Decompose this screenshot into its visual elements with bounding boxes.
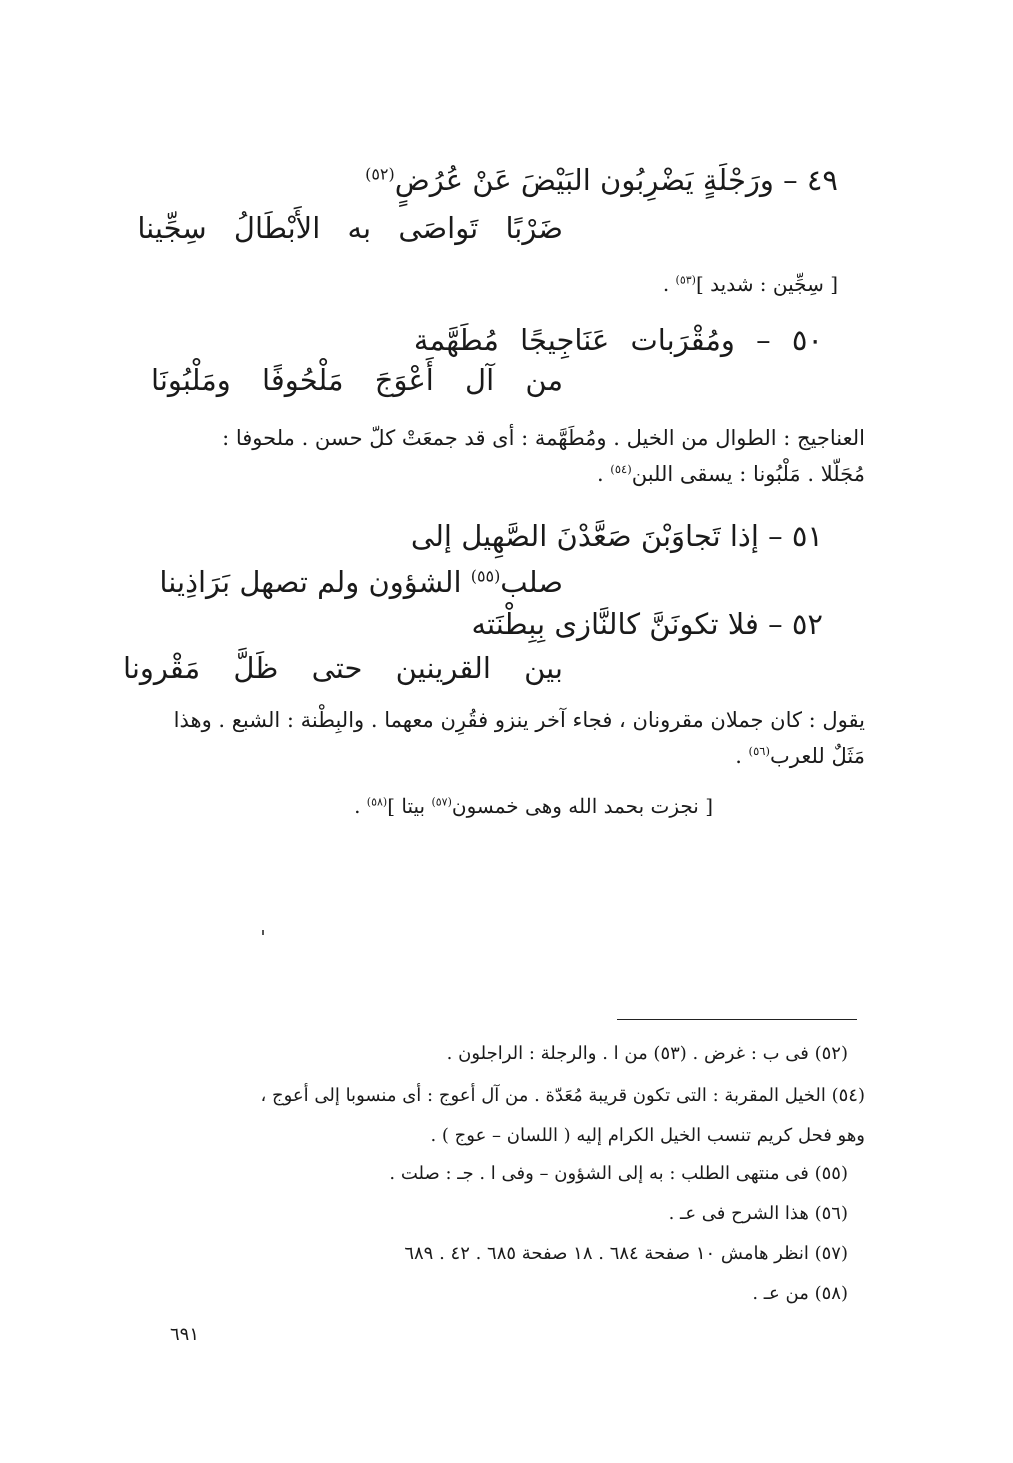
footnote-56: (٥٦) هذا الشرح فى عـ . (668, 1203, 848, 1224)
gloss-qarin (147, 702, 865, 774)
verse-52-hemistich-1 (471, 604, 823, 644)
verse-52-text-2: بين القرينين حتى ظَلَّ مَقْرونا (123, 651, 563, 685)
verse-52-text: ٥٢ – فلا تكونَنَّ كالنَّازى بِبِطْنَته (471, 607, 823, 641)
gloss-anajij-line-2: مُجَلّلا . مَلْبُونا : يسقى اللبن$^{(٥٤)}$ . (596, 462, 865, 486)
verse-49-text-2: ضَرْبًا تَواصَى به الأَبْطَالُ سِجِّينا (137, 211, 563, 245)
gloss-qarin-line-1: يقول : كان جملان مقرونان ، فجاء آخر ينزو فقُرِن معهما . والبِطْنة : الشبع . وهذا (173, 708, 865, 732)
verse-52-hemistich-2 (123, 648, 563, 688)
footnote-ref-52: (٥٢) (365, 164, 395, 184)
footnote-54-cont: وهو فحل كريم تنسب الخيل الكرام إليه ( اللسان – عوج ) . (430, 1125, 865, 1146)
verse-51-hemistich-1 (411, 516, 823, 556)
scan-speck (262, 930, 264, 935)
verse-51-text-2b: الشؤون ولم تصهل بَرَاذِينا (159, 565, 462, 599)
closing-text-2: بيتا ] (387, 794, 426, 818)
verse-50-text: ٥٠ – ومُقْرَبات عَنَاجِيجًا مُطَهَّمة (413, 323, 823, 357)
verse-50-text-2: من آل أَعْوَجَ مَلْحُوفًا ومَلْبُونَا (151, 363, 563, 397)
closing-note: [ نجزت بحمد الله وهى خمسون$^{(٥٧)}$ بيتا ]$^{(٥٨)}$ . (354, 794, 713, 818)
footnote-ref-57: (٥٧) (431, 795, 452, 809)
footnote-58: (٥٨) من عـ . (752, 1283, 848, 1304)
page-number: ٦٩١ (170, 1324, 200, 1345)
footnote-ref-53: (٥٣) (675, 273, 696, 287)
gloss-sijjin: [ سِجِّين : شديد ]$^{(٥٣)}$ . (662, 272, 838, 296)
verse-51-text-2a: صلب (500, 565, 563, 599)
gloss-sijjin-text: [ سِجِّين : شديد ] (695, 272, 838, 296)
verse-51-hemistich-2 (159, 562, 563, 602)
verse-50-hemistich-1 (414, 320, 823, 360)
verse-50-hemistich-2 (151, 360, 563, 400)
footnote-57: (٥٧) انظر هامش ١٠ صفحة ٦٨٤ . ١٨ صفحة ٦٨٥ . ٤٢ . ٦٨٩ (404, 1243, 848, 1264)
footnote-ref-56: (٥٦) (748, 744, 770, 758)
footnote-ref-55: (٥٥) (470, 566, 501, 586)
gloss-anajij (147, 420, 865, 492)
footnote-separator (617, 1019, 857, 1020)
footnote-52-53: (٥٢) فى ب : غرض . (٥٣) من ا . والرجلة : الراجلون . (446, 1043, 848, 1064)
verse-49-hemistich-1 (365, 160, 838, 200)
closing-text: [ نجزت بحمد الله وهى خمسون (451, 794, 713, 818)
verse-51-text: ٥١ – إذا تَجاوَبْنَ صَعَّدْنَ الصَّهِيل إلى (410, 519, 823, 553)
gloss-anajij-text-2: مُجَلّلا . مَلْبُونا : يسقى اللبن (631, 462, 865, 486)
gloss-qarin-line-2: مَثَلٌ للعرب$^{(٥٦)}$ . (735, 744, 865, 768)
verse-49-hemistich-2 (137, 208, 563, 248)
footnote-54: (٥٤) الخيل المقربة : التى تكون قريبة مُعَدّة . من آل أعوج : أى منسوبا إلى أعوج ، (260, 1085, 865, 1106)
gloss-anajij-line-1: العناجيج : الطوال من الخيل . ومُطَهَّمة : أى قد جمعَتْ كلّ حسن . ملحوفا : (222, 426, 865, 450)
verse-49-text: ٤٩ – ورَجْلَةٍ يَضْرِبُون البَيْضَ عَنْ عُرُضٍ (394, 163, 838, 197)
footnote-ref-54: (٥٤) (610, 462, 632, 476)
footnote-55: (٥٥) فى منتهى الطلب : به إلى الشؤون – وفى ا . جـ : صلت . (389, 1163, 848, 1184)
footnote-ref-58: (٥٨) (366, 795, 388, 809)
gloss-qarin-text-2: مَثَلٌ للعرب (769, 744, 865, 768)
